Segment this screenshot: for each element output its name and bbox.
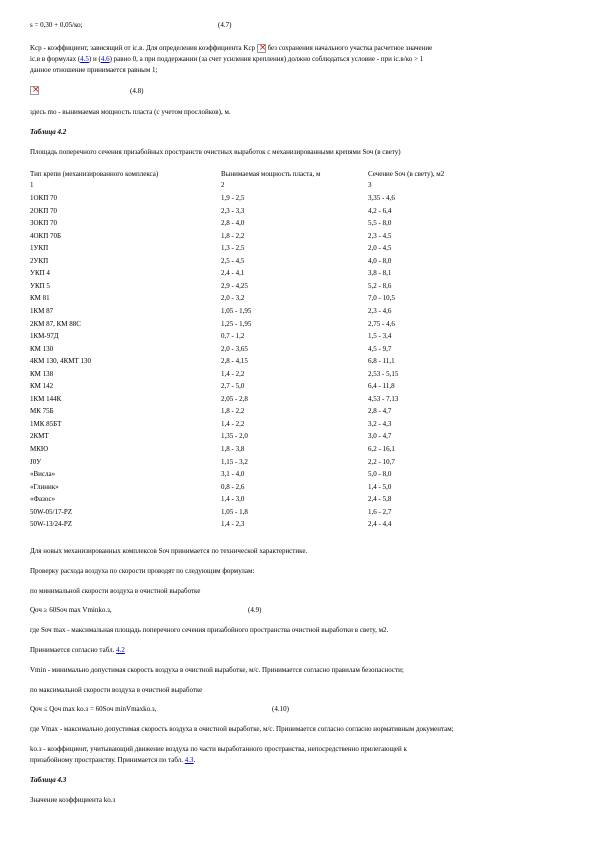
table-cell: 1,35 - 2,0	[221, 432, 248, 441]
table-cell: 2,8 - 4,0	[221, 219, 245, 228]
table-cell: 3,2 - 4,3	[368, 419, 392, 428]
table-cell: «Глиник»	[30, 482, 59, 491]
table-cell: 1,05 - 1,8	[221, 507, 248, 516]
table-cell: 3,35 - 4,6	[368, 194, 395, 202]
table-cell: 4,0 - 8,0	[368, 256, 392, 265]
broken-image-icon	[257, 44, 266, 53]
table-cell: 2,4 - 4,4	[368, 520, 392, 529]
paragraph-min-speed: по минимальной скорости воздуха в очистной выработке	[30, 587, 201, 595]
table-cell: 1,4 - 2,2	[221, 419, 245, 428]
table-cell: 6,4 - 11,8	[368, 382, 395, 391]
paragraph-koz-line1: kо.з - коэффициент, учитывающий движение воздуха по части выработанного пространства, непосредственно прилегающей к	[30, 745, 407, 753]
table-cell: 50W-05/17-PZ	[30, 507, 72, 516]
table-cell: 1ОКП 70	[30, 194, 58, 202]
table-cell: 3ОКП 70	[30, 219, 58, 228]
table-cell: 2,0 - 4,5	[368, 244, 392, 253]
table-cell: 1,4 - 2,2	[221, 369, 245, 378]
paragraph-check: Проверку расхода воздуха по скорости проводят по следующим формулам:	[30, 567, 255, 575]
link-formula-4-5[interactable]: 4.5	[80, 55, 89, 63]
table-cell: 2,4 - 5,8	[368, 495, 392, 504]
table-cell: 2,3 - 4,5	[368, 231, 392, 240]
paragraph-koz-line2: призабойному пространству. Принимается по табл. 4.3.	[30, 756, 196, 764]
column-header: Вынимаемая мощность пласта, м	[221, 170, 321, 178]
broken-image-icon	[30, 86, 39, 95]
table-cell: «Висла»	[30, 470, 56, 479]
table-cell: КМ 138	[30, 369, 54, 378]
table-cell: 1,8 - 2,2	[221, 407, 245, 416]
paragraph-kcp-line3: данное отношение принимается равным 1;	[30, 66, 158, 74]
table-cell: 6,2 - 16,1	[368, 445, 395, 453]
formula-number: (4.10)	[272, 705, 289, 713]
table-cell: 1,4 - 3,0	[221, 495, 245, 504]
table-cell: 3,0 - 4,7	[368, 432, 392, 441]
column-header: Тип крепи (механизированного комплекса)	[30, 170, 159, 178]
table-cell: 2,75 - 4,6	[368, 319, 395, 328]
formula-4-8-image	[30, 86, 39, 95]
table-cell: 1УКП	[30, 244, 49, 253]
table-cell: 4,2 - 6,4	[368, 206, 392, 215]
formula-number: (4.8)	[130, 87, 144, 95]
table-cell: 4КМ 130, 4КМТ 130	[30, 357, 92, 366]
table-cell: 1,8 - 2,2	[221, 231, 245, 240]
table-cell: 5,5 - 8,0	[368, 219, 392, 228]
table-cell: 0,7 - 1,2	[221, 332, 245, 341]
table-cell: 4ОКП 70Б	[30, 231, 62, 240]
table-cell: 2,4 - 4,1	[221, 269, 245, 278]
table-caption: Значение коэффициента kо.з	[30, 796, 116, 804]
link-formula-4-6[interactable]: 4.6	[100, 55, 110, 63]
paragraph-max-speed: по максимальной скорости воздуха в очистной выработке	[30, 686, 203, 694]
paragraph-kcp-line2: ic.в в формулах (4.5) и (4.6) равно 0, а при поддержании (за счет усиления крепления) должно соблюдаться условие - при ic.в/ко > 1	[30, 55, 424, 63]
table-cell: 1МК 85БТ	[30, 419, 62, 428]
table-cell: 1,3 - 2,5	[221, 244, 245, 253]
table-cell: 50W-13/24-PZ	[30, 520, 72, 529]
table-cell: 2КМТ	[30, 432, 49, 441]
table-cell: 1КМ 144К	[30, 394, 62, 403]
table-cell: 2,5 - 4,5	[221, 256, 245, 265]
paragraph-vmax: где Vmax - максимально допустимая скорость воздуха в очистной выработке, м/с. Принимается согласно согласно нормативным документам;	[30, 725, 454, 733]
table-cell: 1КМ-97Д	[30, 332, 59, 341]
table-heading: Таблица 4.2	[30, 128, 67, 136]
table-cell: 5,0 - 8,0	[368, 470, 392, 479]
table-cell: 2,53 - 5,15	[368, 369, 399, 378]
table-cell: J0У	[30, 457, 42, 466]
table-cell: 2,3 - 3,3	[221, 206, 245, 215]
table-cell: 2КМ 87, КМ 88С	[30, 319, 81, 328]
table-cell: 2,9 - 4,25	[221, 281, 248, 290]
link-table-4-3[interactable]: 4.3	[184, 756, 194, 764]
table-cell: 2,8 - 4,15	[221, 357, 248, 366]
table-cell: КМ 142	[30, 382, 54, 391]
formula-4-10: Qоч ≤ Qоч max kо.з = 60Sоч minVmaxkо.з,	[30, 705, 157, 713]
table-cell: 5,2 - 8,6	[368, 281, 392, 290]
table-cell: 4,53 - 7,13	[368, 394, 399, 403]
formula-4-9: Qоч ≥ 60Sоч max Vminkо.з,	[30, 606, 112, 614]
table-cell: 2,3 - 4,6	[368, 306, 392, 315]
table-cell: 1,4 - 2,3	[221, 520, 245, 529]
table-cell: 1,15 - 3,2	[221, 457, 248, 466]
formula-number: (4.9)	[248, 606, 262, 614]
table-cell: 6,8 - 11,1	[368, 357, 395, 366]
paragraph-kcp-line1: Kср - коэффициент, зависящий от ic.в. Для определения коэффициента Kср × без сохранения начального участка расчетное значение	[30, 44, 432, 53]
formula-text: s = 0,30 + 0,05/ко;	[30, 21, 83, 29]
table-cell: КМ 81	[30, 294, 50, 303]
table-cell: УКП 4	[30, 269, 50, 278]
table-heading: Таблица 4.3	[30, 776, 67, 784]
column-header: Сечение Sоч (в свету), м2	[368, 170, 445, 178]
table-caption: Площадь поперечного сечения призабойных пространств очистных выработок с механизированными крепями Sоч (в свету)	[30, 148, 401, 156]
table-cell: 1,5 - 3,4	[368, 332, 392, 341]
formula-4-7	[30, 21, 83, 30]
formula-number: (4.7)	[218, 21, 232, 29]
table-cell: 2,8 - 4,7	[368, 407, 392, 416]
table-cell: 7,0 - 10,5	[368, 294, 395, 303]
paragraph-mo: здесь mо - вынимаемая мощность пласта (с учетом прослойков), м.	[30, 108, 231, 116]
table-cell: КМ 130	[30, 344, 54, 353]
paragraph-socmax: где Sоч max - максимальная площадь поперечного сечения призабойного пространства очистной выработки в свету, м2.	[30, 626, 389, 634]
table-cell: 2,0 - 3,65	[221, 344, 248, 353]
table-cell: 2УКП	[30, 256, 49, 265]
table-cell: 0,8 - 2,6	[221, 482, 245, 491]
table-cell: 1,4 - 5,0	[368, 482, 392, 491]
table-cell: 1КМ 87	[30, 306, 54, 315]
table-cell: 2,0 - 3,2	[221, 294, 245, 303]
table-cell: 2,2 - 10,7	[368, 457, 395, 466]
table-cell: УКП 5	[30, 281, 50, 290]
table-cell: 1,8 - 3,8	[221, 445, 245, 453]
link-table-4-2[interactable]: 4.2	[116, 646, 125, 654]
table-cell: 2,7 - 5,0	[221, 382, 245, 391]
table-cell: 3,8 - 8,1	[368, 269, 392, 278]
table-cell: 1,05 - 1,95	[221, 306, 252, 315]
table-cell: 3,1 - 4,0	[221, 470, 245, 479]
table-cell: 1,25 - 1,95	[221, 319, 252, 328]
table-cell: 1,6 - 2,7	[368, 507, 392, 516]
table-cell: МКЮ	[30, 445, 49, 453]
table-cell: 1,9 - 2,5	[221, 194, 245, 202]
paragraph-accepted: Принимается согласно табл. 4.2	[30, 646, 125, 654]
table-cell: 4,5 - 9,7	[368, 344, 392, 353]
paragraph-vmin: Vmin - минимально допустимая скорость воздуха в очистной выработке, м/с. Принимается согласно правилам безопасности;	[30, 666, 404, 674]
table-cell: МК 75Б	[30, 407, 54, 416]
table-cell: «Фазос»	[30, 495, 56, 504]
table-cell: 2ОКП 70	[30, 206, 58, 215]
paragraph-new-complexes: Для новых механизированных комплексов Sоч принимается по технической характеристике.	[30, 547, 308, 555]
table-cell: 2,05 - 2,8	[221, 394, 248, 403]
